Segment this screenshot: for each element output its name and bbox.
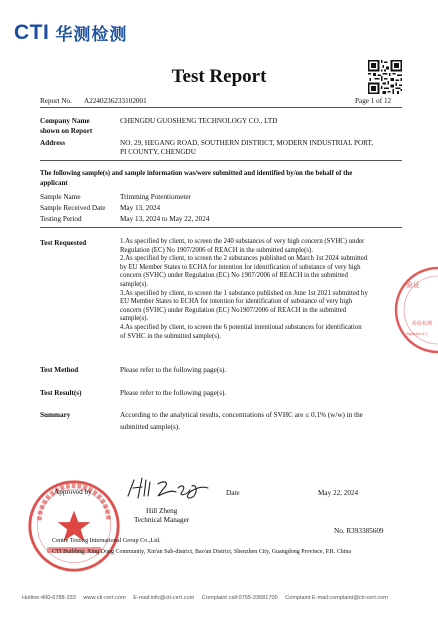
sample-divider — [40, 227, 402, 228]
test-requested-line: EU Member States to ECHA for intention for identification of substance of very high — [120, 298, 352, 306]
test-result-value: Please refer to the following page(s). — [120, 389, 227, 397]
summary-label: Summary — [40, 411, 71, 419]
issuer-name: Centre Testing International Group Co.,Ltd. — [52, 537, 161, 544]
test-requested-line: concern (SVHC) under Regulation (EC) No 1907/2006 of REACH in the submitted — [120, 272, 348, 280]
complaint-email-link[interactable]: Complaint E-mail:complaint@cti-cert.com — [285, 595, 388, 601]
email-link[interactable]: E-mail:info@cti-cert.com — [133, 595, 195, 601]
sample-name: Trimming Potentiometer — [120, 193, 192, 201]
signer-title: Technical Manager — [134, 516, 190, 524]
document-number: No. R393385609 — [334, 527, 384, 535]
address-line-1: NO. 29, HEGANG ROAD, SOUTHERN DISTRICT, MODERN INDUSTRIAL PORT, — [120, 139, 374, 147]
company-divider — [40, 160, 402, 161]
logo-chinese-text: 华测检测 — [55, 25, 128, 45]
sample-received-date: May 13, 2024 — [120, 204, 161, 212]
hotline-text: Hotline:400-6788-333 — [22, 595, 76, 601]
test-result-label: Test Result(s) — [40, 389, 82, 397]
test-requested-line: by EU Member States to ECHA for intention for identification of substance of very high — [120, 263, 361, 271]
company-name: CHENGDU GUOSHENG TECHNOLOGY CO., LTD — [120, 117, 278, 125]
testing-period: May 13, 2024 to May 22, 2024 — [120, 215, 210, 223]
test-requested-list — [120, 238, 402, 341]
company-logo — [14, 20, 127, 45]
sample-name-label: Sample Name — [40, 193, 81, 201]
signer-name: Hill Zheng — [146, 507, 178, 515]
stamp-side-text-3: Inspection & T — [406, 332, 428, 336]
report-title: Test Report — [171, 66, 267, 87]
testing-period-label: Testing Period — [40, 215, 82, 223]
report-no-label: Report No. — [40, 97, 72, 105]
report-no-value: A2240236233102001 — [84, 97, 147, 105]
contact-footer — [22, 595, 422, 601]
address-line-2: PI COUNTY, CHENGDU — [120, 148, 196, 156]
summary-line-1: According to the analytical results, concentrations of SVHC are ≤ 0.1% (w/w) in the — [120, 411, 363, 419]
header-divider — [40, 107, 402, 108]
logo-text: CTI — [14, 20, 50, 44]
approval-date: May 22, 2024 — [318, 489, 359, 497]
test-requested-line: concern (SVHC) under Regulation (EC) No1907/2006 of REACH in the submitted — [120, 306, 347, 314]
approved-by-label: Approved by — [54, 488, 92, 496]
company-name-label-1: Company Name — [40, 117, 90, 125]
issuer-address: CTI Building, Xing Dong Community, Xin'an Sub-district, Bao'an District, Shenzhen City, Guangdong Province, P.R. China — [52, 549, 352, 555]
date-label: Date — [226, 489, 240, 497]
test-requested-line: sample(s). — [120, 280, 149, 288]
inspection-stamp — [392, 265, 438, 355]
test-method-label: Test Method — [40, 366, 79, 374]
test-requested-line: 4.As specified by client, to screen the 6 potential intentional substances for identification — [120, 323, 362, 331]
complaint-call-text: Complaint call:0755-33681700 — [201, 595, 278, 601]
sample-intro-line-1: The following sample(s) and sample information was/were submitted and identified by/on the behalf of the — [40, 170, 353, 177]
test-requested-line: of SVHC in the submitted sample(s). — [120, 332, 221, 340]
stamp-side-text-2: 检验检测 — [412, 321, 433, 327]
test-requested-label: Test Requested — [40, 239, 87, 247]
test-method-value: Please refer to the following page(s). — [120, 366, 227, 374]
test-requested-line: 3.As specified by client, to screen the 1 substance published on June 1st 2021 submitted by — [120, 289, 368, 297]
test-requested-line: 1.As specified by client, to screen the 240 substances of very high concern (SVHC) under — [120, 238, 365, 245]
stamp-side-text-1: 验证 — [406, 281, 420, 289]
handwritten-signature — [124, 474, 214, 502]
test-requested-line: Regulation (EC) No 1907/2006 of REACH in the submitted sample(s). — [120, 246, 313, 254]
test-requested-line: sample(s). — [120, 315, 149, 323]
test-requested-line: 2.As specified by client, to screen the 2 substances published on March 1st 2024 submitted — [120, 255, 368, 263]
summary-line-2: submitted sample(s). — [120, 423, 180, 431]
sample-intro-line-2: applicant — [40, 180, 68, 187]
address-label: Address — [40, 139, 66, 147]
page-number: Page 1 of 12 — [355, 97, 392, 105]
sample-received-label: Sample Received Date — [40, 204, 106, 212]
company-name-label-2: shown on Report — [40, 127, 93, 135]
website-link[interactable]: www.cti-cert.com — [83, 595, 126, 601]
